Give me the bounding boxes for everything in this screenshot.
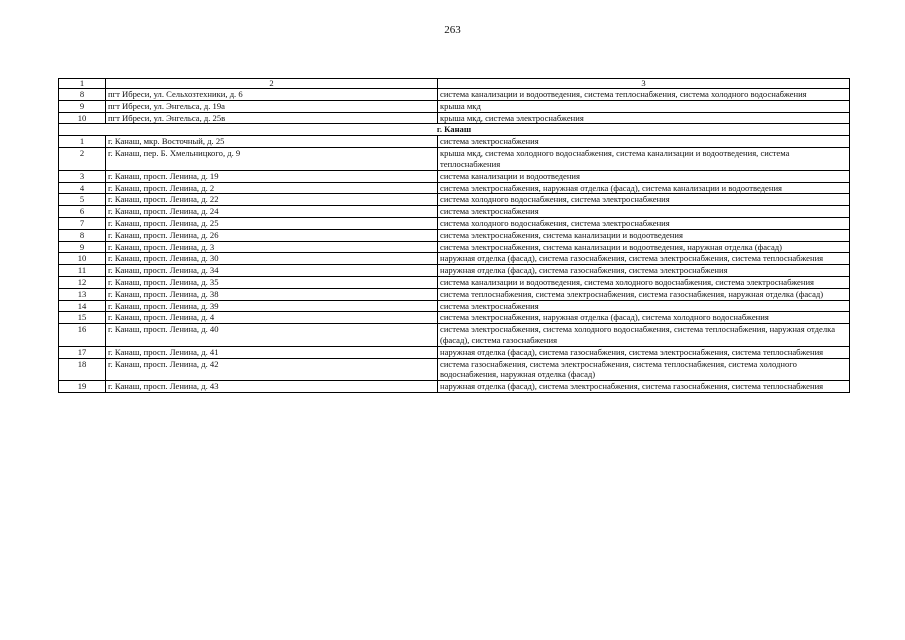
row-systems: система электроснабжения, наружная отделка (фасад), система холодного водоснабжения [438, 312, 850, 324]
column-number-row [59, 79, 850, 89]
row-number: 12 [59, 276, 106, 288]
row-address: г. Канаш, просп. Ленина, д. 2 [106, 182, 438, 194]
row-address: г. Канаш, просп. Ленина, д. 39 [106, 300, 438, 312]
row-number: 11 [59, 265, 106, 277]
table-row [59, 206, 850, 218]
row-address: г. Канаш, просп. Ленина, д. 3 [106, 241, 438, 253]
table-row [59, 288, 850, 300]
table-row [59, 136, 850, 148]
row-number: 14 [59, 300, 106, 312]
row-number: 10 [59, 112, 106, 124]
row-systems: система электроснабжения, система канализации и водоотведения [438, 229, 850, 241]
table-row [59, 100, 850, 112]
row-number: 13 [59, 288, 106, 300]
row-address: г. Канаш, просп. Ленина, д. 24 [106, 206, 438, 218]
row-number: 8 [59, 229, 106, 241]
row-number: 2 [59, 148, 106, 171]
table-row [59, 265, 850, 277]
table-row [59, 89, 850, 101]
row-address: пгт Ибреси, ул. Сельхозтехники, д. 6 [106, 89, 438, 101]
table-row [59, 381, 850, 393]
row-address: г. Канаш, просп. Ленина, д. 19 [106, 170, 438, 182]
row-number: 19 [59, 381, 106, 393]
row-address: г. Канаш, пер. Б. Хмельницкого, д. 9 [106, 148, 438, 171]
table-row [59, 217, 850, 229]
row-address: г. Канаш, просп. Ленина, д. 41 [106, 346, 438, 358]
row-systems: система газоснабжения, система электроснабжения, система теплоснабжения, система холодного водоснабжения, наружная отделка (фасад) [438, 358, 850, 381]
table-row [59, 312, 850, 324]
row-systems: система электроснабжения [438, 206, 850, 218]
row-address: г. Канаш, просп. Ленина, д. 43 [106, 381, 438, 393]
row-systems: система теплоснабжения, система электроснабжения, система газоснабжения, наружная отделка (фасад) [438, 288, 850, 300]
table-row [59, 253, 850, 265]
row-address: г. Канаш, мкр. Восточный, д. 25 [106, 136, 438, 148]
row-number: 4 [59, 182, 106, 194]
table-row [59, 241, 850, 253]
row-address: пгт Ибреси, ул. Энгельса, д. 25в [106, 112, 438, 124]
row-systems: крыша мкд [438, 100, 850, 112]
column-number-2: 2 [106, 79, 438, 89]
row-number: 15 [59, 312, 106, 324]
row-number: 18 [59, 358, 106, 381]
row-number: 9 [59, 241, 106, 253]
row-number: 10 [59, 253, 106, 265]
table-row [59, 300, 850, 312]
section-title: г. Канаш [59, 124, 850, 136]
row-systems: система холодного водоснабжения, система электроснабжения [438, 217, 850, 229]
table-row [59, 346, 850, 358]
table-row [59, 170, 850, 182]
table-row [59, 276, 850, 288]
row-number: 1 [59, 136, 106, 148]
row-address: г. Канаш, просп. Ленина, д. 34 [106, 265, 438, 277]
row-systems: наружная отделка (фасад), система электроснабжения, система газоснабжения, система теплоснабжения [438, 381, 850, 393]
row-systems: система электроснабжения, система холодного водоснабжения, система теплоснабжения, наружная отделка (фасад), система газоснабжения [438, 324, 850, 347]
row-address: г. Канаш, просп. Ленина, д. 38 [106, 288, 438, 300]
table-row [59, 182, 850, 194]
row-systems: система электроснабжения, система канализации и водоотведения, наружная отделка (фасад) [438, 241, 850, 253]
row-address: г. Канаш, просп. Ленина, д. 4 [106, 312, 438, 324]
row-address: г. Канаш, просп. Ленина, д. 30 [106, 253, 438, 265]
row-systems: система холодного водоснабжения, система электроснабжения [438, 194, 850, 206]
row-systems: система канализации и водоотведения, система холодного водоснабжения, система электроснабжения [438, 276, 850, 288]
row-systems: наружная отделка (фасад), система газоснабжения, система электроснабжения, система теплоснабжения [438, 346, 850, 358]
row-address: г. Канаш, просп. Ленина, д. 22 [106, 194, 438, 206]
row-number: 16 [59, 324, 106, 347]
row-systems: система канализации и водоотведения [438, 170, 850, 182]
registry-table [58, 78, 850, 393]
row-systems: система электроснабжения [438, 136, 850, 148]
registry-table-body [59, 79, 850, 393]
table-row [59, 112, 850, 124]
row-address: г. Канаш, просп. Ленина, д. 25 [106, 217, 438, 229]
table-row [59, 229, 850, 241]
row-address: г. Канаш, просп. Ленина, д. 35 [106, 276, 438, 288]
section-row [59, 124, 850, 136]
row-number: 9 [59, 100, 106, 112]
row-address: г. Канаш, просп. Ленина, д. 42 [106, 358, 438, 381]
row-systems: наружная отделка (фасад), система газоснабжения, система электроснабжения [438, 265, 850, 277]
row-number: 6 [59, 206, 106, 218]
row-address: г. Канаш, просп. Ленина, д. 40 [106, 324, 438, 347]
row-systems: система канализации и водоотведения, система теплоснабжения, система холодного водоснабжения [438, 89, 850, 101]
row-systems: система электроснабжения [438, 300, 850, 312]
column-number-3: 3 [438, 79, 850, 89]
table-row [59, 148, 850, 171]
table-row [59, 358, 850, 381]
row-address: пгт Ибреси, ул. Энгельса, д. 19а [106, 100, 438, 112]
row-systems: крыша мкд, система холодного водоснабжения, система канализации и водоотведения, система теплоснабжения [438, 148, 850, 171]
column-number-1: 1 [59, 79, 106, 89]
row-number: 5 [59, 194, 106, 206]
row-number: 8 [59, 89, 106, 101]
row-number: 17 [59, 346, 106, 358]
row-number: 7 [59, 217, 106, 229]
row-systems: система электроснабжения, наружная отделка (фасад), система канализации и водоотведения [438, 182, 850, 194]
row-systems: наружная отделка (фасад), система газоснабжения, система электроснабжения, система теплоснабжения [438, 253, 850, 265]
row-address: г. Канаш, просп. Ленина, д. 26 [106, 229, 438, 241]
page-number: 263 [444, 24, 461, 36]
table-row [59, 324, 850, 347]
table-row [59, 194, 850, 206]
row-systems: крыша мкд, система электроснабжения [438, 112, 850, 124]
row-number: 3 [59, 170, 106, 182]
